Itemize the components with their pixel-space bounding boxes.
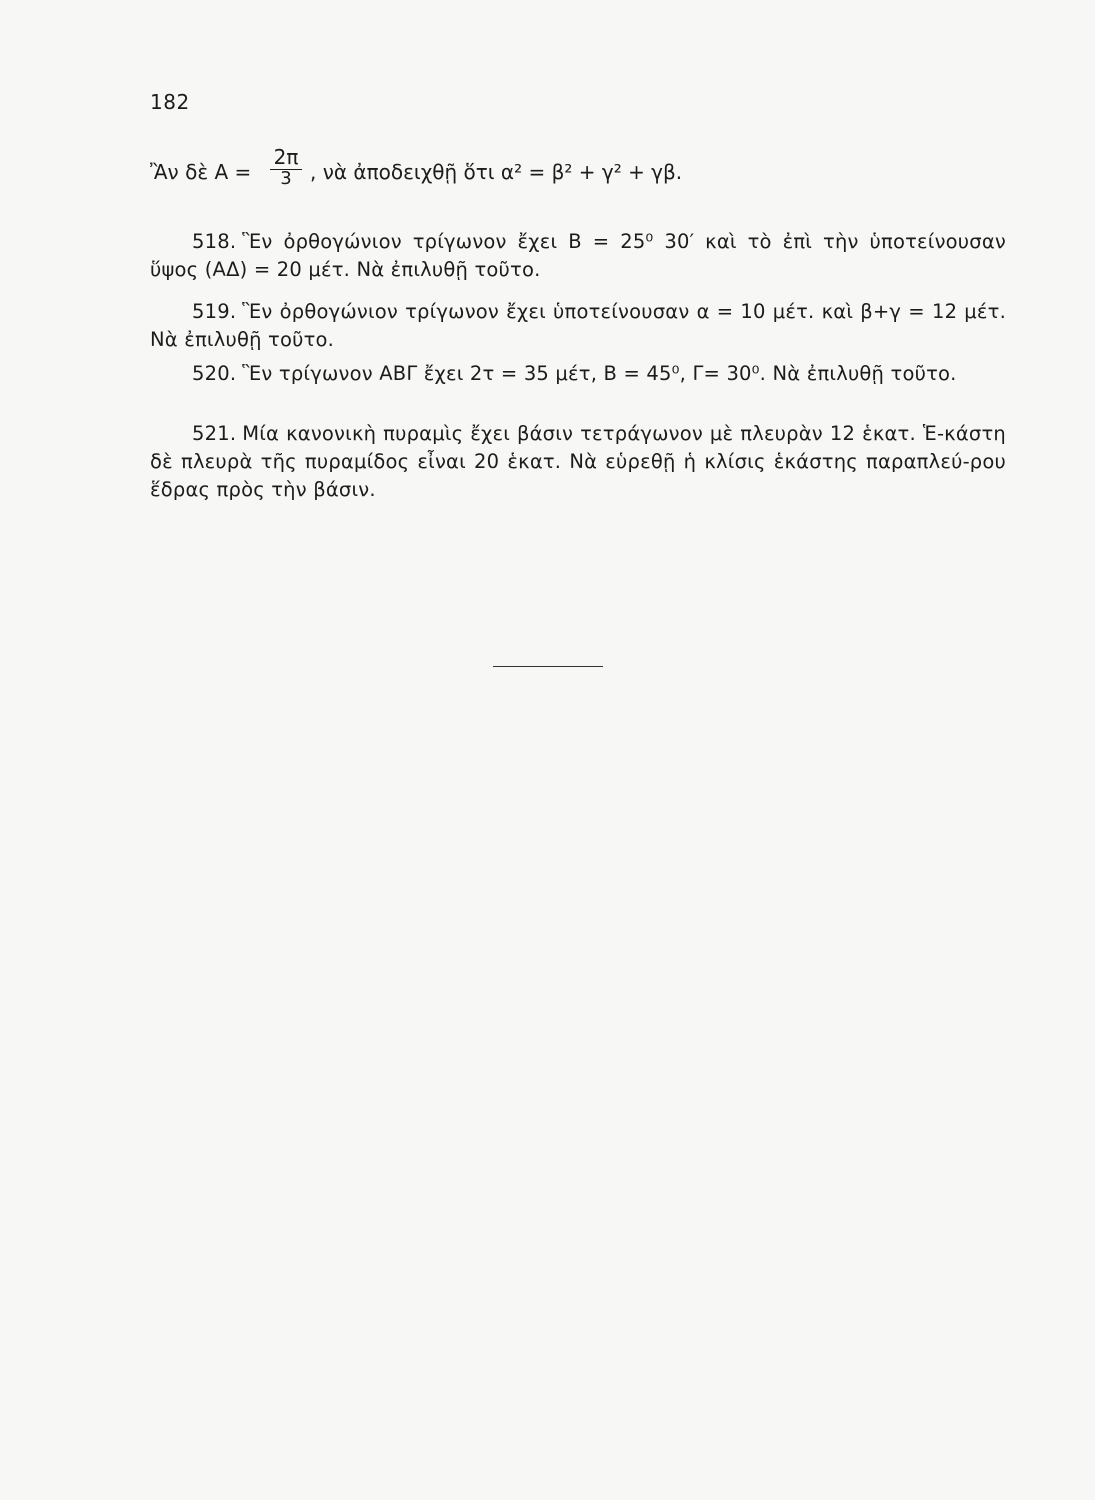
- problem-text: Ἓν τρίγωνον ΑΒΓ ἔχει 2τ = 35 μέτ, Β = 45⁰, Γ= 30⁰. Νὰ ἐπιλυθῇ τοῦτο.: [242, 361, 957, 385]
- problem-number: 520.: [192, 361, 237, 385]
- problem-520: [150, 360, 1006, 388]
- problem-text: Ἓν ὀρθογώνιον τρίγωνον ἔχει ὑποτείνουσαν α = 10 μέτ. καὶ β+γ = 12 μέτ. Νὰ ἐπιλυθῇ τοῦτο.: [150, 299, 1006, 351]
- fraction: [266, 146, 306, 188]
- section-end-rule: [493, 666, 603, 667]
- problem-518: [150, 228, 1006, 284]
- problem-519: [150, 298, 1006, 354]
- fraction-denominator: 3: [280, 168, 292, 189]
- fraction-numerator: 2π: [273, 145, 299, 169]
- problem-number: 518.: [192, 229, 237, 253]
- intro-suffix: , νὰ ἀποδειχθῇ ὅτι α² = β² + γ² + γβ.: [310, 160, 683, 184]
- intro-formula: [150, 146, 1010, 190]
- intro-prefix: Ἂν δὲ Α =: [150, 160, 252, 184]
- problem-521: [150, 420, 1006, 504]
- problem-number: 519.: [192, 299, 237, 323]
- problem-number: 521.: [192, 421, 237, 445]
- page-number: 182: [150, 90, 190, 114]
- problem-text: Μία κανονικὴ πυραμὶς ἔχει βάσιν τετράγωνον μὲ πλευρὰν 12 ἑκατ. Ἑ-κάστη δὲ πλευρὰ τῆς πυραμίδος εἶναι 20 ἑκατ. Νὰ εὑρεθῇ ἡ κλίσις ἑκάστης παραπλεύ-ρου ἕδρας πρὸς τὴν βάσιν.: [150, 421, 1006, 501]
- problem-text: Ἓν ὀρθογώνιον τρίγωνον ἔχει Β = 25⁰ 30′ καὶ τὸ ἐπὶ τὴν ὑποτείνουσαν ὕψος (ΑΔ) = 20 μέτ. Νὰ ἐπιλυθῇ τοῦτο.: [150, 229, 1006, 281]
